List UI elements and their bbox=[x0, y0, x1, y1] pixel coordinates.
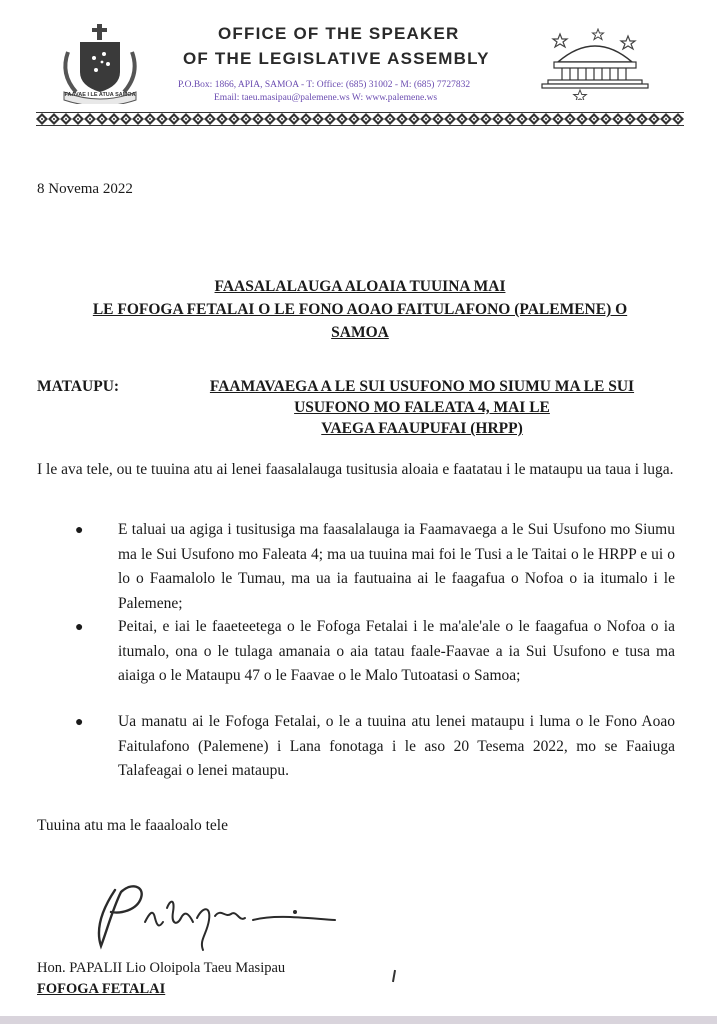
letterhead-title-line1: OFFICE OF THE SPEAKER bbox=[218, 24, 460, 43]
decorative-border bbox=[36, 112, 684, 126]
closing-line: Tuuina atu ma le faaaloalo tele bbox=[37, 817, 228, 834]
heading-line2: LE FOFOGA FETALAI O LE FONO AOAO FAITULAFONO (PALEMENE) O bbox=[92, 301, 628, 318]
page-bottom-edge bbox=[0, 1016, 717, 1024]
subject-label: MATAUPU: bbox=[37, 378, 120, 395]
letterhead-email: Email: taeu.masipau@palemene.ws W: www.palemene.ws bbox=[214, 93, 438, 103]
bullet-item-1: E taluai ua agiga i tusitusiga ma faasalalauga ia Faamavaega a le Sui Usufono mo Siumu ma le Sui Usufono mo Faleata 4; ma ua tuuina mai foi le Tusi a le Taitai o le HRPP e ui o lo o Faamalolo le Tumau, ma ua ia fautuaina ai le faagafua o Nofoa o ia itumalo i le Palemene; bbox=[118, 521, 675, 612]
intro-paragraph: I le ava tele, ou te tuuina atu ai lenei faasalalauga tusitusia aloaia e faatatau i le mataupu ua taua i luga. bbox=[37, 461, 674, 478]
bullet-marker: ● bbox=[75, 523, 84, 538]
subject-line1: FAAMAVAEGA A LE SUI USUFONO MO SIUMU MA LE SUI bbox=[209, 378, 635, 395]
handwritten-signature bbox=[85, 878, 345, 958]
letterhead bbox=[0, 0, 717, 130]
letter-date: 8 Novema 2022 bbox=[37, 181, 133, 197]
signatory-title: FOFOGA FETALAI bbox=[37, 981, 166, 997]
bullet-item-2: Peitai, e iai le faaeteetega o le Fofoga Fetalai i le ma'ale'ale o le faagafua o Nofoa o ia itumalo, ona o le tulaga amanaia o aia tatau faale-Faavae a ia Sui Usufono e tusa ma aiaiga o le Mataupu 47 o le Faavae o le Malo Tutoatasi o Samoa; bbox=[118, 618, 675, 684]
bullet-marker: ● bbox=[75, 620, 84, 635]
signatory-name: Hon. PAPALII Lio Oloipola Taeu Masipau bbox=[37, 960, 286, 976]
bullet-item-3: Ua manatu ai le Fofoga Fetalai, o le a tuuina atu lenei mataupu i luma o le Fono Aoao Faitulafono (Palemene) i Lana fonotaga i le aso 20 Tesema 2022, mo se Faaiuga Talafeagai o lenei mataupu. bbox=[118, 713, 675, 779]
subject-text bbox=[172, 376, 672, 439]
coat-of-arms-motto: FAAVAE I LE ATUA SAMOA bbox=[64, 92, 136, 98]
heading-line3: SAMOA bbox=[331, 324, 389, 341]
subject-line3: VAEGA FAAUPUFAI (HRPP) bbox=[321, 420, 523, 437]
heading-line1: FAASALALAUGA ALOAIA TUUINA MAI bbox=[214, 278, 506, 295]
letterhead-title-line2: OF THE LEGISLATIVE ASSEMBLY bbox=[183, 49, 490, 68]
bullet-marker: ● bbox=[75, 715, 84, 730]
stray-mark bbox=[392, 970, 396, 982]
subject-line2: USUFONO MO FALEATA 4, MAI LE bbox=[294, 399, 550, 416]
parliament-building-icon bbox=[540, 28, 650, 100]
letterhead-contact: P.O.Box: 1866, APIA, SAMOA - T: Office: (685) 31002 - M: (685) 7727832 bbox=[178, 80, 471, 90]
